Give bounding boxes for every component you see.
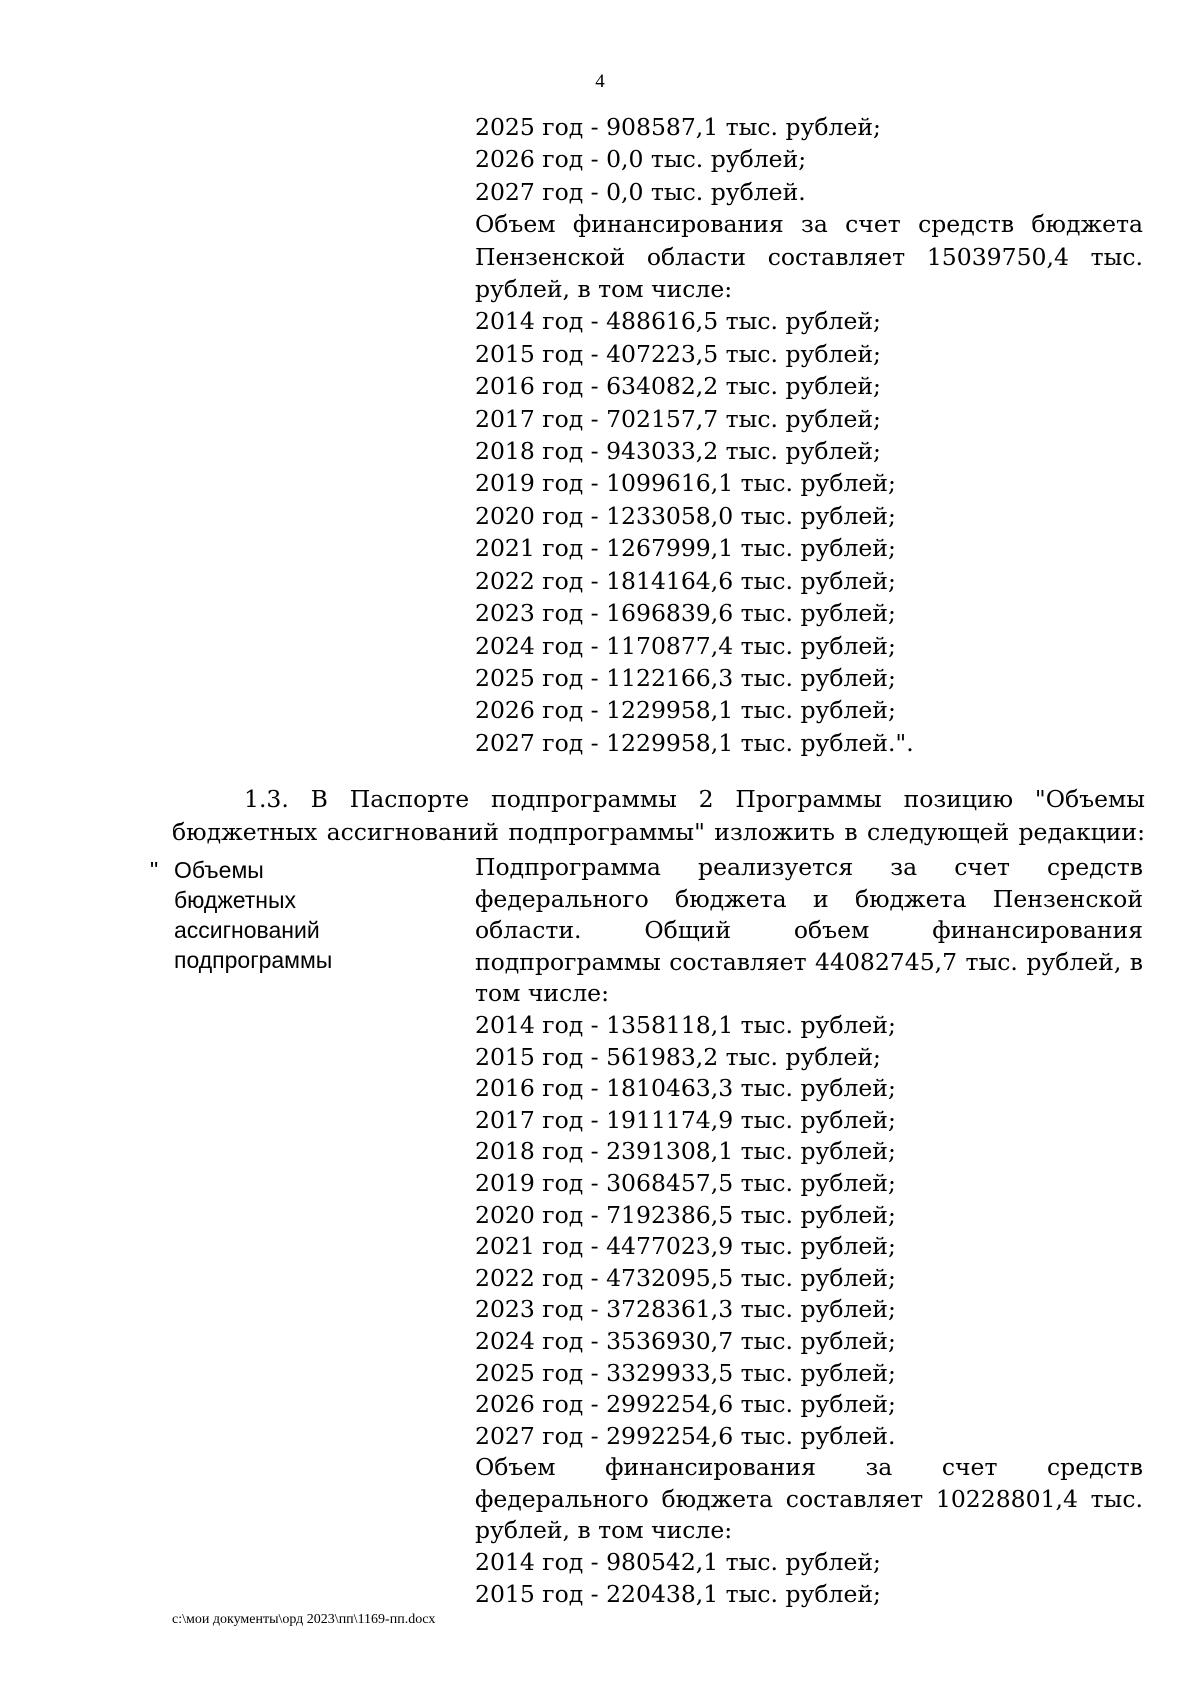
funding-line: 2025 год - 908587,1 тыс. рублей; bbox=[475, 113, 881, 141]
funding-line: 2019 год - 3068457,5 тыс. рублей; bbox=[475, 1168, 896, 1197]
funding-line: 2017 год - 702157,7 тыс. рублей; bbox=[475, 404, 881, 433]
funding-line: 2022 год - 1814164,6 тыс. рублей; bbox=[475, 566, 896, 595]
funding-line: 2027 год - 1229958,1 тыс. рублей.". bbox=[475, 728, 914, 757]
funding-line: 2014 год - 980542,1 тыс. рублей; bbox=[475, 1548, 881, 1577]
funding-line: 2026 год - 1229958,1 тыс. рублей; bbox=[475, 696, 896, 725]
footer-file-path: c:\мои документы\орд 2023\пп\1169-пп.docx bbox=[172, 1612, 436, 1627]
funding-line: 2014 год - 488616,5 тыс. рублей; bbox=[475, 307, 881, 336]
funding-line: 2014 год - 1358118,1 тыс. рублей; bbox=[475, 1010, 896, 1039]
label-line: бюджетных bbox=[174, 887, 297, 913]
section-1-3-text: 1.3. В Паспорте подпрограммы 2 Программы позицию "Объемы бюджетных ассигнований подпрограммы" изложить в следующей редакции: bbox=[172, 785, 1145, 846]
regional-budget-intro: Объем финансирования за счет средств бюджета Пензенской области составляет 15039750,4 тыс. рублей, в том числе: bbox=[475, 210, 1143, 304]
funding-line: 2023 год - 3728361,3 тыс. рублей; bbox=[475, 1295, 896, 1324]
funding-line: 2015 год - 407223,5 тыс. рублей; bbox=[475, 339, 881, 368]
funding-line: 2021 год - 4477023,9 тыс. рублей; bbox=[475, 1232, 896, 1261]
page-number: 4 bbox=[595, 71, 605, 92]
funding-line: 2020 год - 1233058,0 тыс. рублей; bbox=[475, 501, 896, 530]
funding-line: 2015 год - 561983,2 тыс. рублей; bbox=[475, 1042, 881, 1071]
funding-line: 2024 год - 3536930,7 тыс. рублей; bbox=[475, 1326, 896, 1355]
funding-line: 2016 год - 634082,2 тыс. рублей; bbox=[475, 372, 881, 401]
funding-line: 2018 год - 2391308,1 тыс. рублей; bbox=[475, 1137, 896, 1166]
funding-line: 2022 год - 4732095,5 тыс. рублей; bbox=[475, 1263, 896, 1292]
subprogram-intro: Подпрограмма реализуется за счет средств федерального бюджета и бюджета Пензенской области. Общий объем финансирования подпрограммы составляет 44082745,7 тыс. рублей, в том числе: bbox=[475, 853, 1143, 1008]
label-line: ассигнований bbox=[174, 917, 320, 943]
funding-line: 2024 год - 1170877,4 тыс. рублей; bbox=[475, 631, 896, 660]
funding-line: 2019 год - 1099616,1 тыс. рублей; bbox=[475, 469, 896, 498]
funding-line: 2026 год - 0,0 тыс. рублей; bbox=[475, 145, 807, 174]
section-1-3-paragraph bbox=[172, 783, 1145, 848]
label-line: Объемы bbox=[174, 857, 264, 883]
funding-line: 2027 год - 0,0 тыс. рублей. bbox=[475, 177, 806, 206]
funding-line: 2025 год - 3329933,5 тыс. рублей; bbox=[475, 1358, 896, 1387]
opening-quote: " bbox=[150, 857, 159, 883]
funding-line: 2016 год - 1810463,3 тыс. рублей; bbox=[475, 1074, 896, 1103]
subprogram-value-cell bbox=[475, 852, 1143, 1610]
federal-budget-intro: Объем финансирования за счет средств федерального бюджета составляет 10228801,4 тыс. рублей, в том числе: bbox=[475, 1453, 1143, 1545]
funding-continuation-block bbox=[475, 111, 1143, 759]
funding-line: 2026 год - 2992254,6 тыс. рублей; bbox=[475, 1390, 896, 1419]
funding-line: 2020 год - 7192386,5 тыс. рублей; bbox=[475, 1200, 896, 1229]
funding-line: 2017 год - 1911174,9 тыс. рублей; bbox=[475, 1105, 896, 1134]
funding-line: 2015 год - 220438,1 тыс. рублей; bbox=[475, 1579, 881, 1608]
funding-line: 2027 год - 2992254,6 тыс. рублей. bbox=[475, 1421, 896, 1450]
funding-line: 2021 год - 1267999,1 тыс. рублей; bbox=[475, 534, 896, 563]
label-line: подпрограммы bbox=[174, 947, 333, 973]
funding-line: 2025 год - 1122166,3 тыс. рублей; bbox=[475, 663, 896, 692]
funding-line: 2018 год - 943033,2 тыс. рублей; bbox=[475, 437, 881, 466]
funding-line: 2023 год - 1696839,6 тыс. рублей; bbox=[475, 599, 896, 628]
